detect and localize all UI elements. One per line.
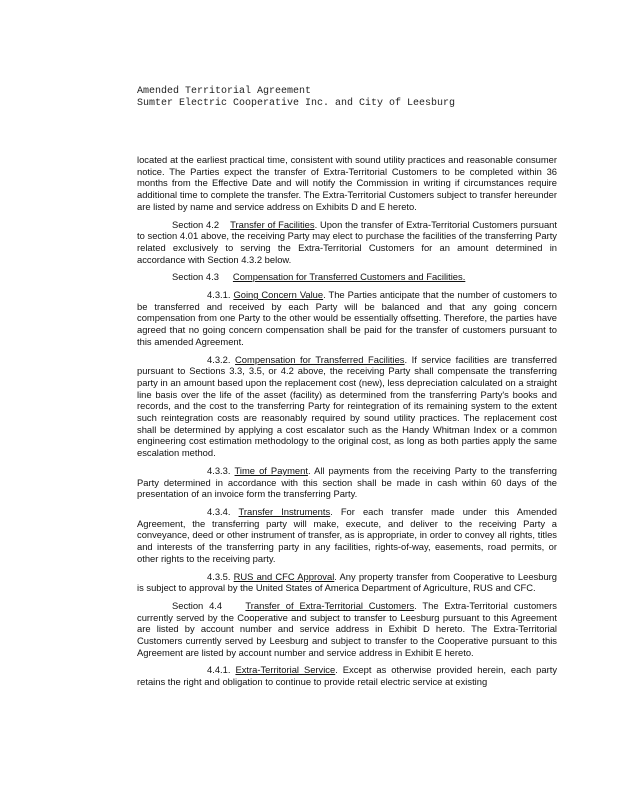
header-parties: Sumter Electric Cooperative Inc. and City of Leesburg [137,98,456,109]
section-text: . If service facilities are transferred pursuant to Sections 3.3, 3.5, or 4.2 above, the receiving Party shall compensate the transferring party in an amount based upon the replacement cost (new), less depreciation calculated on a straight line basis over the life of the asset (facility) as determined from the transferring Party's books and records, and the cost to the transferring Party for reintegration of its remaining system to the extent such reintegration costs are reasonably required by sound utility practices. The replacement cost shall be determined by applying a cost escalator such as the Handy Whitman Index or a common engineering cost estimation methodology to the original cost, as long as both parties apply the same escalation method. [137,353,558,459]
section-4-3-5 [137,571,557,594]
section-title: Transfer Instruments [238,505,331,517]
document-header [137,86,455,110]
section-4-2 [137,219,557,266]
header-title: Amended Territorial Agreement [137,86,312,97]
section-number: 4.3.5. [207,570,231,582]
section-4-3 [137,271,557,283]
section-text: . The Parties anticipate that the number of customers to be transferred and received by each Party will be balanced and that any going concern compensation from one Party to the other would be essentially offsetting. Therefore, the parties have agreed that no going concern compensation shall be paid for the transfer of customers pursuant to this amended Agreement. [137,289,557,347]
section-number: 4.3.4. [207,505,231,517]
section-number: 4.3.1. [207,289,231,301]
document-body [137,154,557,694]
section-text: . Upon the transfer of Extra-Territorial Customers pursuant to section 4.01 above, the receiving Party may elect to purchase the facilities of the transferring Party related exclusively to serving the Extra-Territorial Customers for an amount determined in accordance with Section 4.3.2 below. [137,218,557,265]
section-title: Extra-Territorial Service [235,664,336,676]
section-title: RUS and CFC Approval [233,570,335,582]
section-title: Going Concern Value [233,289,324,301]
section-4-4-1 [137,664,557,687]
section-text: . The Extra-Territorial customers currently served by the Cooperative and subject to transfer to Leesburg pursuant to this Agreement are listed by account number and service address in Exhibit D hereto. The Extra-Territorial Customers currently served by Leesburg and subject to transfer to the Cooperative pursuant to this Agreement are listed by account number and service address in Exhibit E hereto. [137,599,557,658]
section-4-3-4 [137,506,557,565]
section-title: Time of Payment [234,464,308,476]
section-number: Section 4.2 [172,218,220,230]
section-number: 4.4.1. [207,664,231,676]
section-number: Section 4.4 [172,599,223,611]
section-text: . Any property transfer from Cooperative to Leesburg is subject to approval by the United States of America Department of Agriculture, RUS and CFC. [137,570,557,594]
section-title: Compensation for Transferred Facilities [235,353,405,365]
continuation-paragraph: located at the earliest practical time, consistent with sound utility practices and reasonable consumer notice. The Parties expect the transfer of Extra-Territorial Customers to be completed within 36 months from the Effective Date and will notify the Commission in writing if circumstances require additional time to complete the transfer. The Extra-Territorial Customers subject to transfer hereunder are listed by name and service address on Exhibits D and E hereto. [137,154,557,212]
section-number: 4.3.3. [207,464,231,476]
section-text: . For each transfer made under this Amended Agreement, the transferring party will make, execute, and deliver to the receiving Party a conveyance, deed or other instrument of transfer, as is appropriate, in order to convey all rights, titles and interests of the transferring party in any facilities, rights-of-way, easements, road permits, or other rights to the receiving party. [137,505,558,564]
section-text: . Except as otherwise provided herein, each party retains the right and obligation to continue to provide retail electric service at existing [137,664,558,688]
section-title: Transfer of Extra-Territorial Customers [245,599,415,611]
section-4-4 [137,600,557,659]
section-4-3-3 [137,465,557,500]
section-text: . All payments from the receiving Party to the transferring Party determined in accordance with this section shall be made in cash within 60 days of the presentation of an invoice form the transferring Party. [137,464,557,500]
section-4-3-1 [137,289,557,348]
section-number: 4.3.2. [207,353,231,365]
section-title: Transfer of Facilities [230,218,315,230]
section-4-3-2 [137,354,557,459]
section-number: Section 4.3 [172,271,219,283]
section-title: Compensation for Transferred Customers and Facilities. [232,271,466,283]
